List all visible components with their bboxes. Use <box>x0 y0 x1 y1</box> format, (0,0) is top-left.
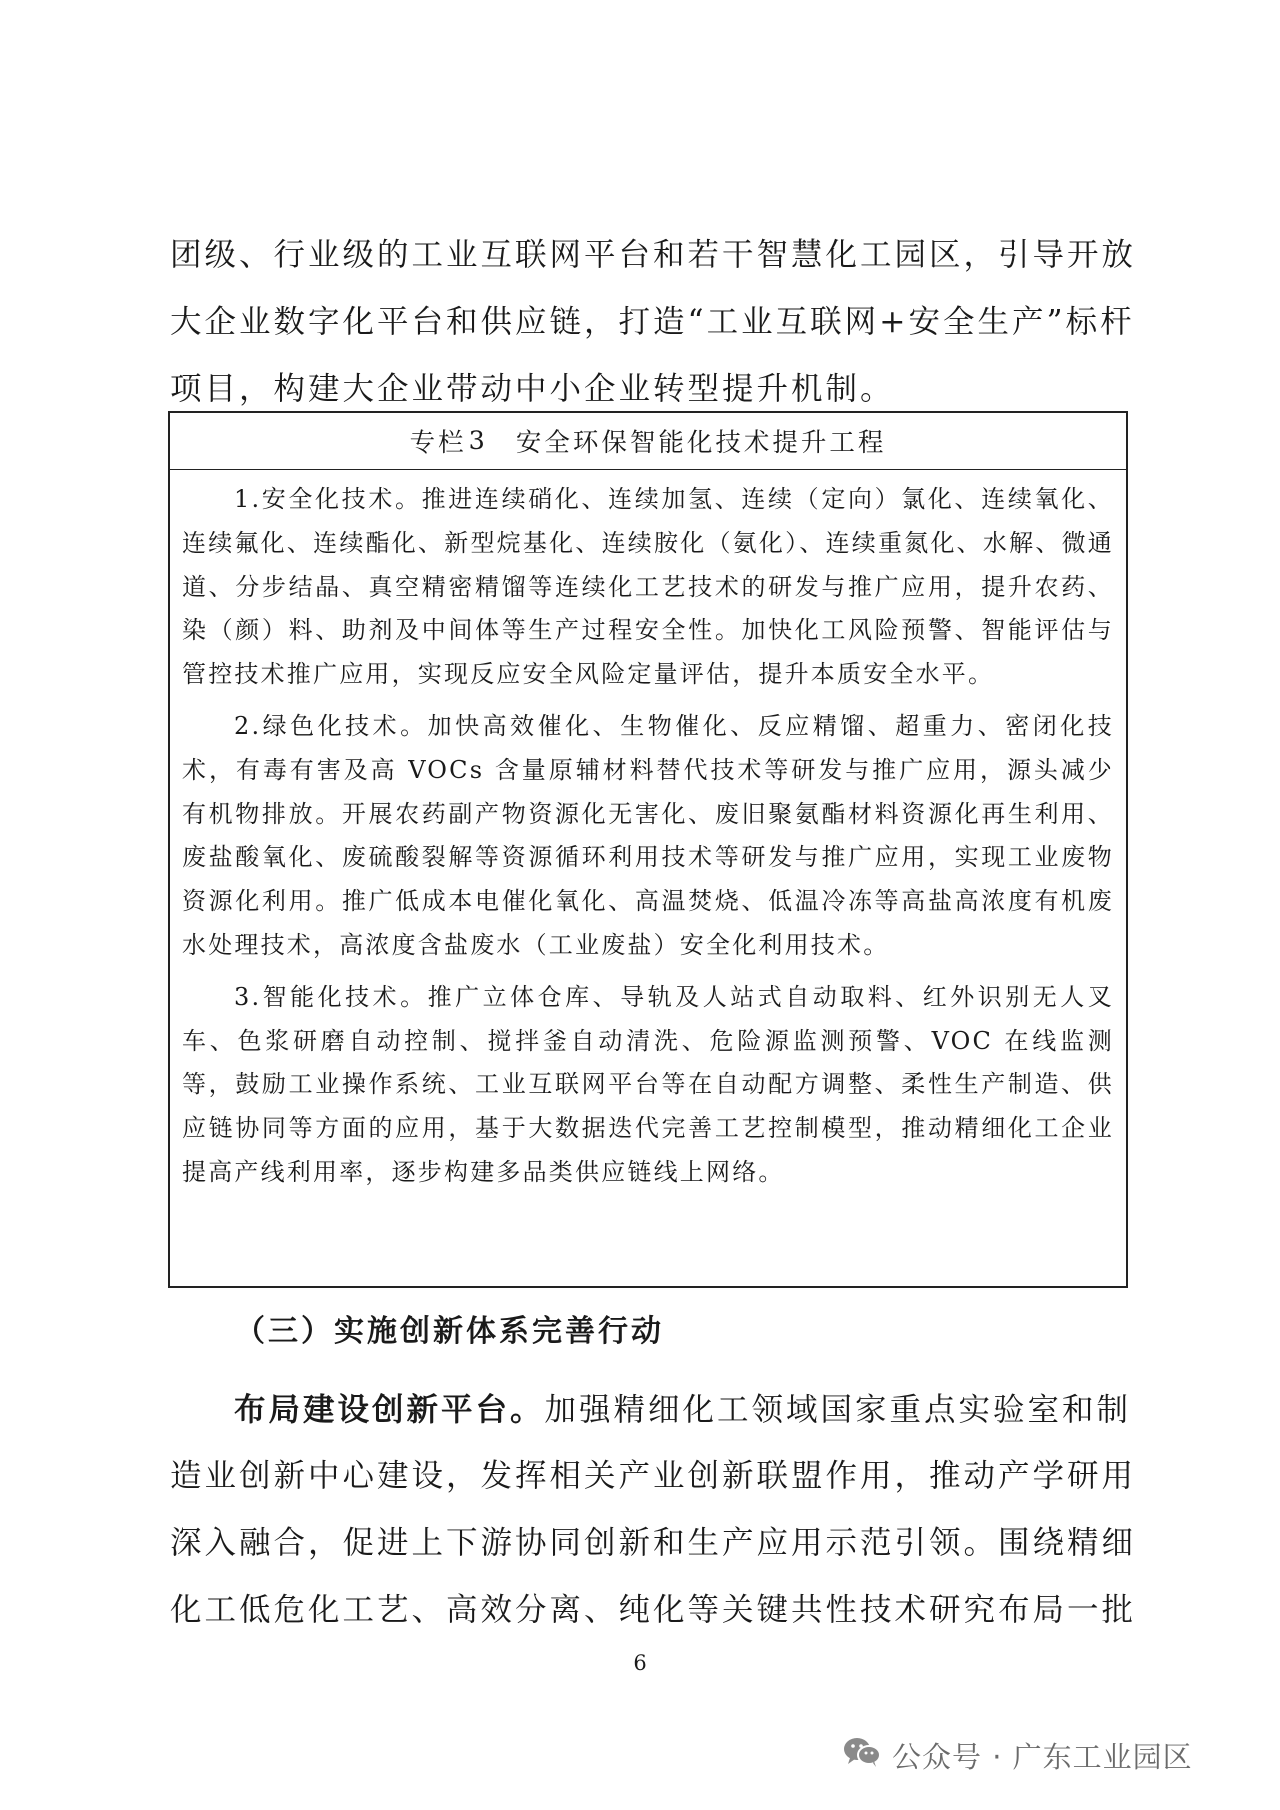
page-number: 6 <box>633 1651 647 1675</box>
platform-line-1 <box>170 1376 1130 1444</box>
intro-line-3: 项目，构建大企业带动中小企业转型提升机制。 <box>170 371 895 407</box>
column-item-smart: 3.智能化技术。推广立体仓库、导轨及人站式自动取料、红外识别无人叉车、色浆研磨自动控制、搅拌釜自动清洗、危险源监测预警、VOC 在线监测等，鼓励工业操作系统、工业互联网平台等在自动配方调整、柔性生产制造、供应链协同等方面的应用，基于大数据迭代完善工艺控制模型，推动精细化工企业提高产线利用率，逐步构建多品类供应链线上网络。 <box>182 982 1114 1186</box>
column-box-title: 安全环保智能化技术提升工程 <box>515 428 887 458</box>
section-title: （三）实施创新体系完善行动 <box>235 1314 664 1349</box>
column-box-number: 3 <box>468 426 488 456</box>
watermark-text: 公众号 · 广东工业园区 <box>892 1740 1193 1774</box>
wechat-icon <box>842 1735 882 1776</box>
platform-line-3: 深入融合，促进上下游协同创新和生产应用示范引领。围绕精细 <box>170 1525 1137 1561</box>
column-box-label: 专栏 <box>409 428 467 458</box>
column-item-green: 2.绿色化技术。加快高效催化、生物催化、反应精馏、超重力、密闭化技术，有毒有害及高 VOCs 含量原辅材料替代技术等研发与推广应用，源头减少有机物排放。开展农药副产物资源化无害化、废旧聚氨酯材料资源化再生利用、废盐酸氧化、废硫酸裂解等资源循环利用技术等研发与推广应用，实现工业废物资源化利用。推广低成本电催化氧化、高温焚烧、低温冷冻等高盐高浓度有机废水处理技术，高浓度含盐废水（工业废盐）安全化利用技术。 <box>182 711 1114 959</box>
column-box-header <box>170 413 1126 470</box>
platform-line-2: 造业创新中心建设，发挥相关产业创新联盟作用，推动产学研用 <box>170 1458 1137 1494</box>
intro-line-2: 大企业数字化平台和供应链，打造“工业互联网+安全生产”标杆 <box>170 304 1135 340</box>
column-item-safety: 1.安全化技术。推进连续硝化、连续加氢、连续（定向）氯化、连续氧化、连续氟化、连续酯化、新型烷基化、连续胺化（氨化）、连续重氮化、水解、微通道、分步结晶、真空精密精馏等连续化工艺技术的研发与推广应用，提升农药、染（颜）料、助剂及中间体等生产过程安全性。加快化工风险预警、智能评估与管控技术推广应用，实现反应安全风险定量评估，提升本质安全水平。 <box>182 485 1114 689</box>
column-box-body <box>170 470 1126 1195</box>
platform-line-4: 化工低危化工艺、高效分离、纯化等关键共性技术研究布局一批 <box>170 1592 1137 1628</box>
intro-line-1: 团级、行业级的工业互联网平台和若干智慧化工园区，引导开放 <box>170 237 1137 273</box>
watermark <box>842 1735 1193 1776</box>
column-box <box>168 411 1128 1288</box>
platform-lead: 布局建设创新平台。 <box>234 1391 545 1428</box>
platform-first-line-rest: 加强精细化工领域国家重点实验室和制 <box>544 1392 1132 1428</box>
